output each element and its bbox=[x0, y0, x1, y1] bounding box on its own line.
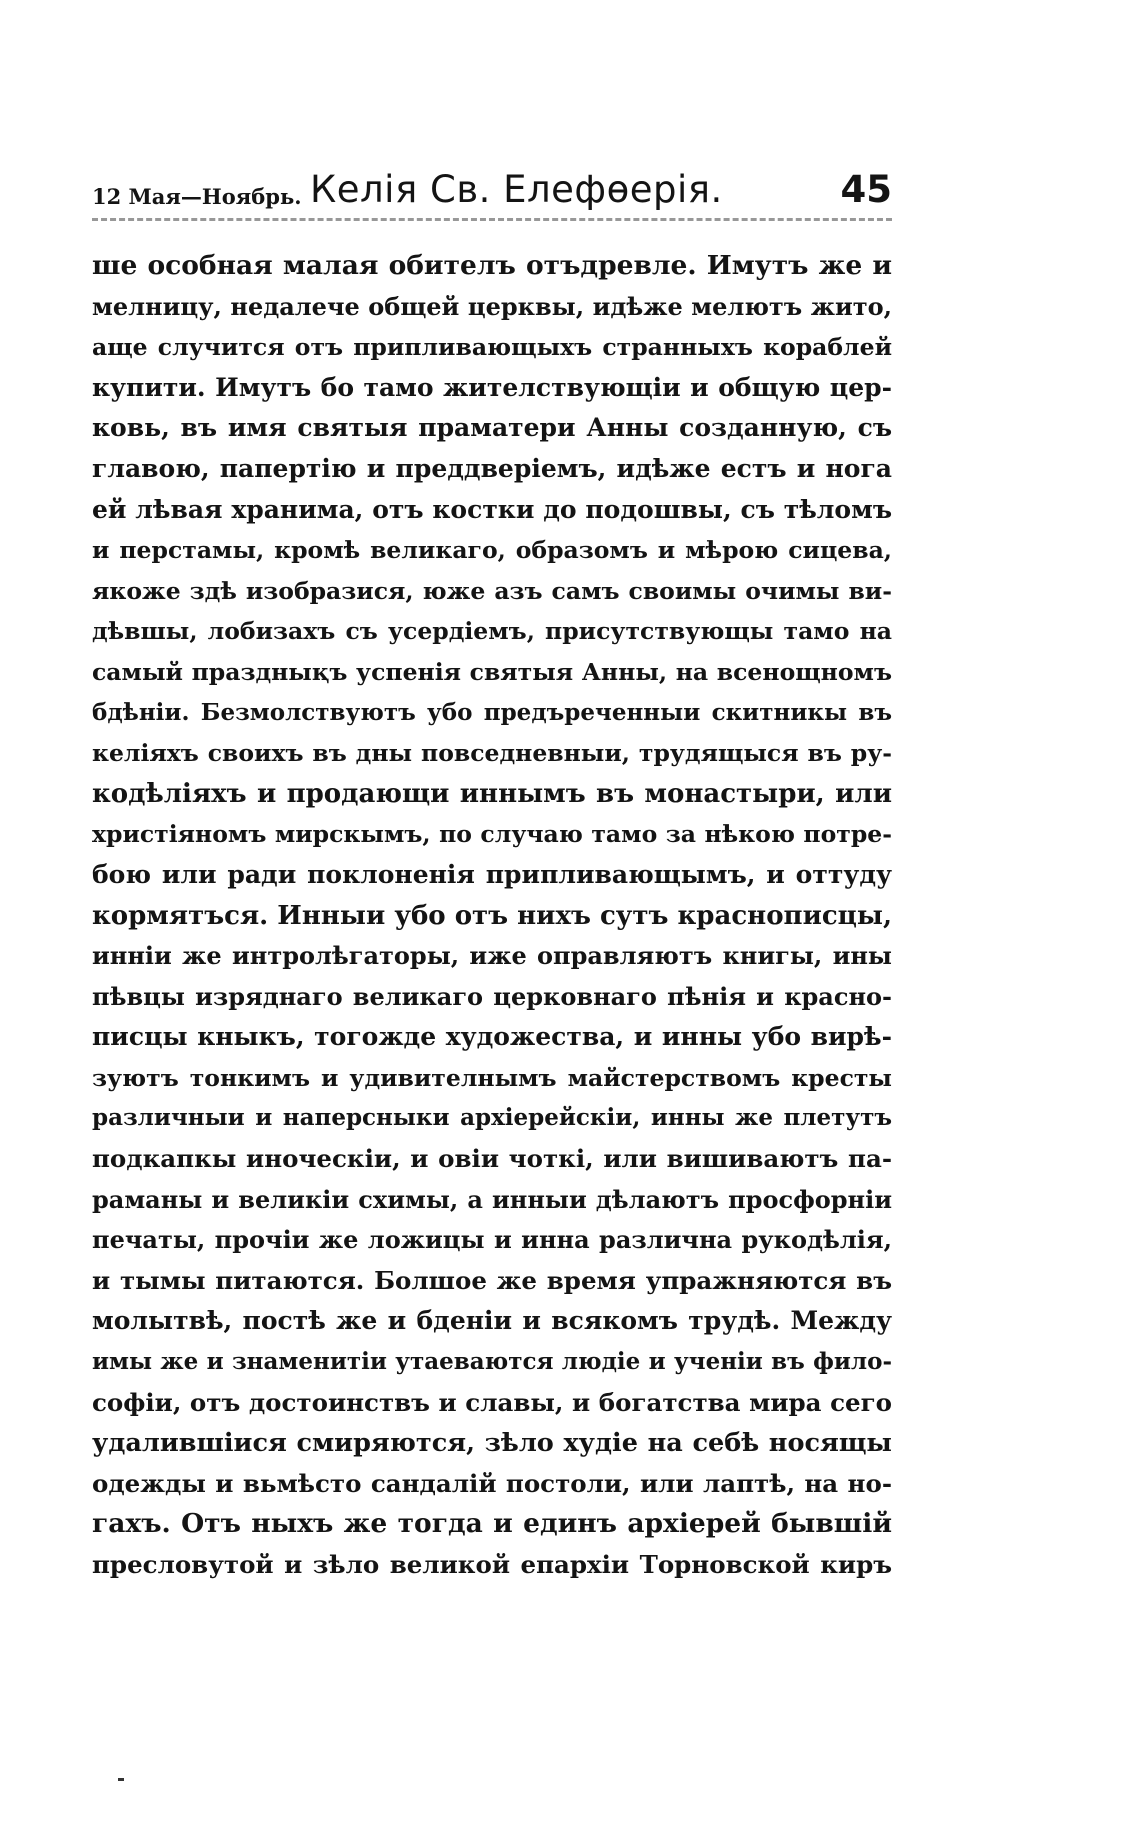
ink-speck bbox=[118, 1778, 124, 1781]
page-number: 45 bbox=[840, 168, 892, 211]
header-title: Келія Св. Елефѳерія. bbox=[310, 168, 723, 211]
text-line: имы же и знаменитіи утаеваются людіе и ученіи въ фило- bbox=[92, 1348, 892, 1376]
text-line: подкапкы иноческіи, и овіи чоткі, или вишиваютъ па- bbox=[92, 1144, 892, 1174]
running-header bbox=[92, 168, 892, 220]
text-line: дѣвшы, лобизахъ съ усердіемъ, присутствующы тамо на bbox=[92, 617, 892, 646]
text-line: зуютъ тонкимъ и удивителнымъ майстерствомъ кресты bbox=[92, 1063, 892, 1092]
text-line: христіяномъ мирскымъ, по случаю тамо за нѣкою потре- bbox=[92, 820, 892, 849]
text-line: ей лѣвая хранима, отъ костки до подошвы, съ тѣломъ bbox=[92, 494, 892, 524]
text-line: купити. Имутъ бо тамо жителствующіи и общую цер- bbox=[92, 372, 892, 402]
text-line: пресловутой и зѣло великой епархіи Торновской киръ bbox=[92, 1550, 892, 1579]
text-line: бою или ради поклоненія припливающымъ, и оттуду bbox=[92, 859, 892, 889]
text-line: кормятъся. Инныи убо отъ нихъ сутъ краснописцы, bbox=[92, 900, 892, 931]
header-rule bbox=[92, 218, 892, 221]
text-line: келіяхъ своихъ въ дны повседневныи, трудящыся въ ру- bbox=[92, 739, 892, 768]
text-line: удалившіися смиряются, зѣло худіе на себѣ носящы bbox=[92, 1428, 892, 1459]
text-line: аще случится отъ припливающыхъ странныхъ кораблей bbox=[92, 333, 892, 362]
header-date-range: 12 Мая—Ноябрь. bbox=[92, 184, 302, 209]
text-line: пѣвцы изряднаго великаго церковнаго пѣнія и красно- bbox=[92, 981, 892, 1011]
text-line: одежды и вьмѣсто сандалій постоли, или лаптѣ, на но- bbox=[92, 1468, 892, 1498]
text-line: и тымы питаются. Болшое же время упражняются въ bbox=[92, 1265, 892, 1295]
text-line: бдѣніи. Безмолствуютъ убо предъреченныи скитникы въ bbox=[92, 698, 892, 726]
text-line: и перстамы, кромѣ великаго, образомъ и мѣрою сицева, bbox=[92, 536, 892, 565]
text-line: ковь, въ имя святыя праматери Анны созданную, съ bbox=[92, 413, 892, 443]
text-line: мелницу, недалече общей церквы, идѣже мелютъ жито, bbox=[92, 291, 892, 321]
text-line: различныи и наперсныки архіерейскіи, инны же плетутъ bbox=[92, 1104, 892, 1132]
text-line: писцы кныкъ, тогожде художества, и инны убо вирѣ- bbox=[92, 1022, 892, 1052]
text-line: ше особная малая обителъ отъдревле. Имутъ же и bbox=[92, 250, 892, 281]
text-line: якоже здѣ изобразися, юже азъ самъ своимы очимы ви- bbox=[92, 576, 892, 605]
body-text bbox=[92, 246, 892, 1586]
text-line: софіи, отъ достоинствъ и славы, и богатства мира сего bbox=[92, 1387, 892, 1417]
text-line: инніи же интролѣгаторы, иже оправляютъ книгы, ины bbox=[92, 941, 892, 971]
text-line: главою, папертію и преддверіемъ, идѣже естъ и нога bbox=[92, 453, 892, 483]
text-line: раманы и великіи схимы, а инныи дѣлаютъ просфорніи bbox=[92, 1184, 892, 1214]
text-line: молытвѣ, постѣ же и бденіи и всякомъ трудѣ. Между bbox=[92, 1306, 892, 1336]
text-line: печаты, прочіи же ложицы и инна различна рукодѣлія, bbox=[92, 1225, 892, 1255]
text-line: самый празднықъ успенія святыя Анны, на всенощномъ bbox=[92, 657, 892, 686]
text-line: гахъ. Отъ ныхъ же тогда и единъ архіерей бывшій bbox=[92, 1508, 892, 1540]
text-line: кодѣліяхъ и продающи иннымъ въ монастыри, или bbox=[92, 778, 892, 809]
